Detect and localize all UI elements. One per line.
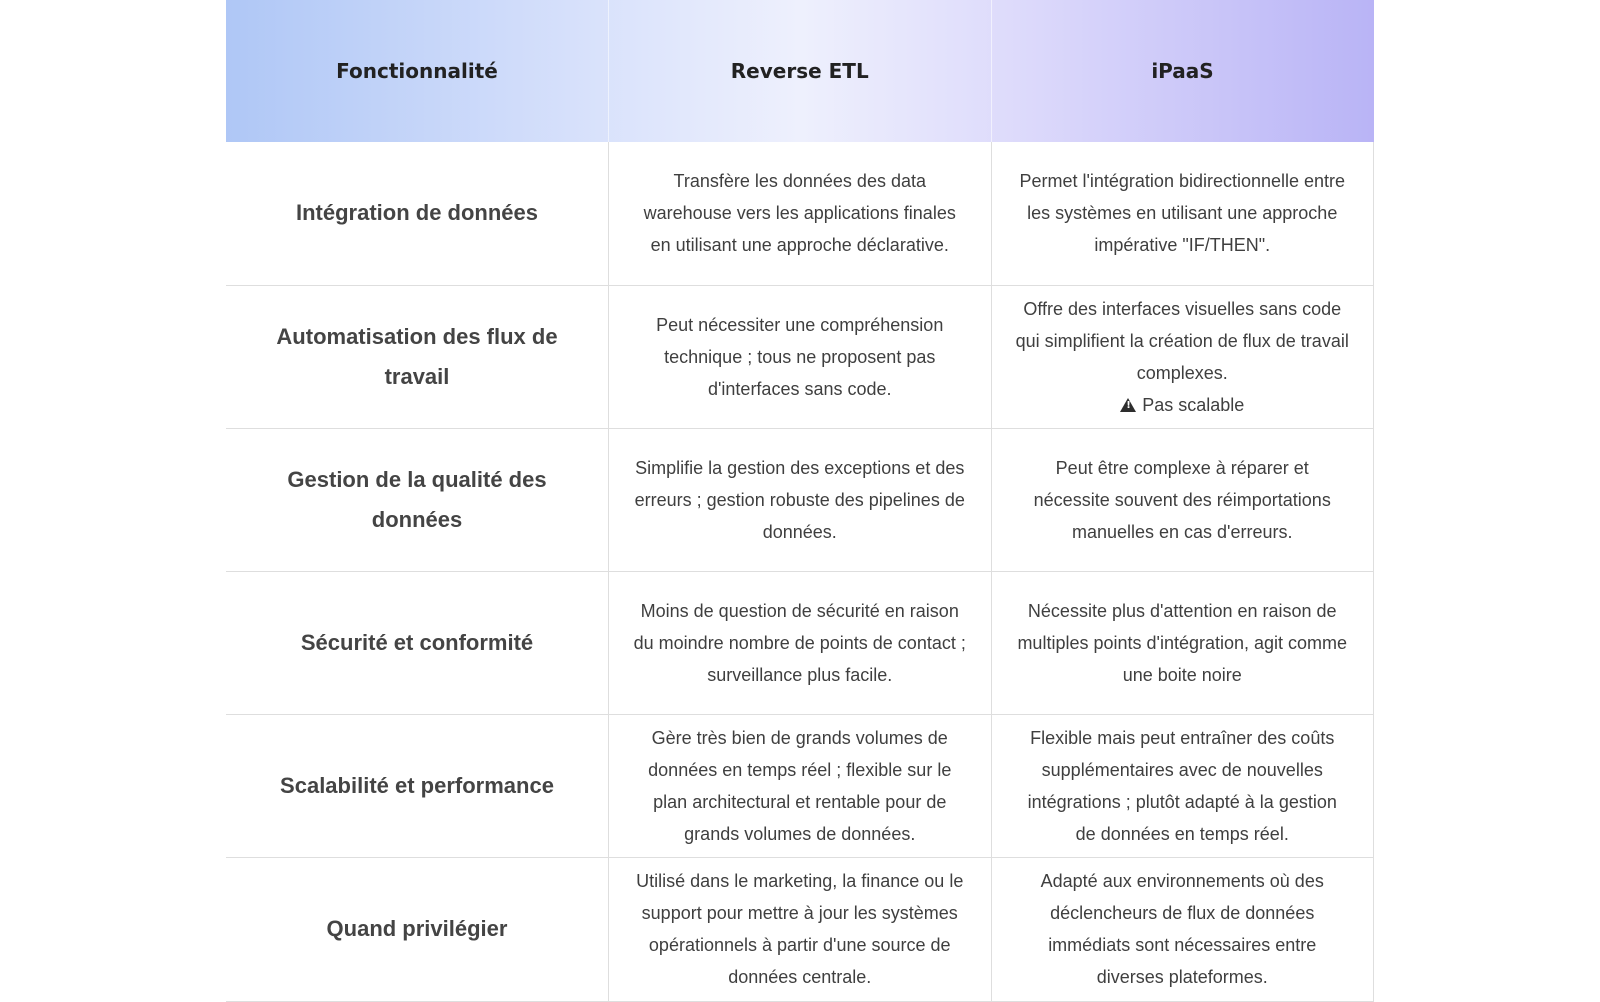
ipaas-cell: Flexible mais peut entraîner des coûts supplémentaires avec de nouvelles intégrations ; plutôt adapté à la gestion de données en temps réel. <box>991 714 1374 857</box>
table-row <box>226 142 1374 285</box>
comparison-table-container <box>226 0 1374 1000</box>
feature-cell: Gestion de la qualité des données <box>226 428 609 571</box>
warning-label: Pas scalable <box>1142 394 1245 415</box>
header-row <box>226 0 1374 142</box>
reverse-etl-cell: Utilisé dans le marketing, la finance ou le support pour mettre à jour les systèmes opérationnels à partir d'une source de données centrale. <box>609 857 992 1001</box>
header-ipaas: iPaaS <box>1151 59 1214 83</box>
table-row <box>226 714 1374 857</box>
feature-cell: Automatisation des flux de travail <box>226 285 609 428</box>
ipaas-cell: Peut être complexe à réparer et nécessite souvent des réimportations manuelles en cas d'erreurs. <box>991 428 1374 571</box>
table-header <box>226 0 1374 142</box>
reverse-etl-cell: Transfère les données des data warehouse vers les applications finales en utilisant une approche déclarative. <box>609 142 992 285</box>
feature-cell: Quand privilégier <box>226 857 609 1001</box>
table-row <box>226 428 1374 571</box>
comparison-table <box>226 0 1374 1002</box>
reverse-etl-cell: Peut nécessiter une compréhension technique ; tous ne proposent pas d'interfaces sans code. <box>609 285 992 428</box>
feature-cell: Intégration de données <box>226 142 609 285</box>
header-reverse-etl: Reverse ETL <box>609 0 992 142</box>
table-body <box>226 142 1374 1001</box>
table-row <box>226 571 1374 714</box>
ipaas-cell <box>991 285 1374 428</box>
reverse-etl-cell: Gère très bien de grands volumes de données en temps réel ; flexible sur le plan architectural et rentable pour de grands volumes de données. <box>609 714 992 857</box>
reverse-etl-cell: Simplifie la gestion des exceptions et des erreurs ; gestion robuste des pipelines de données. <box>609 428 992 571</box>
warning-icon <box>1120 398 1136 412</box>
header-feature: Fonctionnalité <box>226 0 609 142</box>
ipaas-cell: Nécessite plus d'attention en raison de multiples points d'intégration, agit comme une boite noire <box>991 571 1374 714</box>
ipaas-cell: Permet l'intégration bidirectionnelle entre les systèmes en utilisant une approche impérative "IF/THEN". <box>991 142 1374 285</box>
feature-cell: Scalabilité et performance <box>226 714 609 857</box>
table-row <box>226 285 1374 428</box>
ipaas-cell: Adapté aux environnements où des déclencheurs de flux de données immédiats sont nécessaires entre diverses plateformes. <box>991 857 1374 1001</box>
feature-cell: Sécurité et conformité <box>226 571 609 714</box>
reverse-etl-cell: Moins de question de sécurité en raison du moindre nombre de points de contact ; surveillance plus facile. <box>609 571 992 714</box>
ipaas-cell-text: Offre des interfaces visuelles sans code qui simplifient la création de flux de travail complexes. <box>1015 298 1349 383</box>
warning-note <box>1016 389 1350 421</box>
table-row <box>226 857 1374 1001</box>
